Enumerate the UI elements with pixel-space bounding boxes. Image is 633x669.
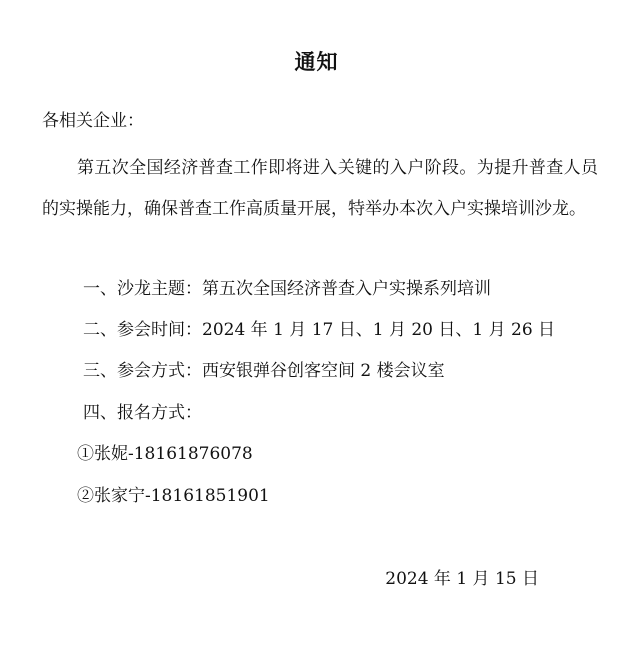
notice-date: 2024 年 1 月 15 日 (385, 569, 539, 589)
contact-zhang-ni: ①张妮-18161876078 (77, 444, 253, 464)
item-registration: 四、报名方式： (83, 403, 202, 423)
item-time: 二、参会时间：2024 年 1 月 17 日、1 月 20 日、1 月 26 日 (83, 320, 556, 340)
salutation: 各相关企业： (42, 111, 144, 131)
body-paragraph: 第五次全国经济普查工作即将进入关键的入户阶段。为提升普查人员的实操能力，确保普查工作高质量开展，特举办本次入户实操培训沙龙。 (42, 158, 598, 219)
item-theme: 一、沙龙主题：第五次全国经济普查入户实操系列培训 (83, 279, 491, 299)
item-location: 三、参会方式：西安银弹谷创客空间 2 楼会议室 (83, 361, 445, 381)
contact-zhang-jianing: ②张家宁-18161851901 (77, 486, 270, 506)
page-title: 通知 (294, 50, 339, 74)
